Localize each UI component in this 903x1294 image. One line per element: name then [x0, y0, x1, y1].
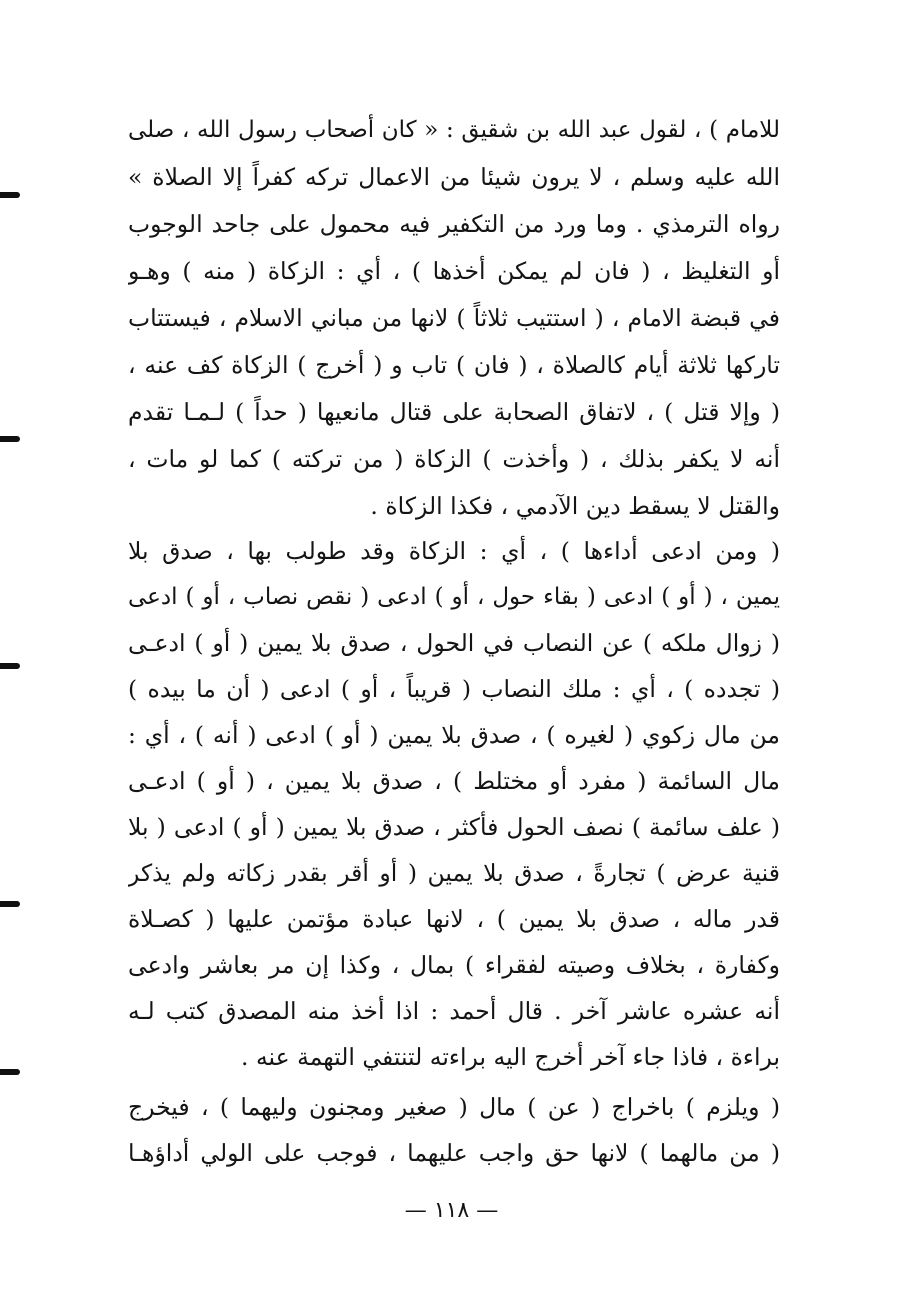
page-edge-mark-3	[0, 663, 20, 669]
paragraph-line: يمين ، ( أو ) ادعى ( بقاء حول ، أو ) ادعى ( نقص نصاب ، أو ) ادعى	[128, 584, 780, 610]
paragraph-line: رواه الترمذي . وما ورد من التكفير فيه محمول على جاحد الوجوب	[128, 210, 780, 238]
paragraph-line: تاركها ثلاثة أيام كالصلاة ، ( فان ) تاب و ( أخرج ) الزكاة كف عنه ،	[128, 351, 780, 379]
page-number: — ١١٨ —	[404, 1198, 499, 1223]
paragraph-line: مال السائمة ( مفرد أو مختلط ) ، صدق بلا يمين ، ( أو ) ادعـى	[128, 767, 780, 795]
paragraph-line: ( ويلزم ) باخراج ( عن ) مال ( صغير ومجنون وليهما ) ، فيخرج	[128, 1093, 780, 1121]
paragraph-line: ( وإلا قتل ) ، لاتفاق الصحابة على قتال مانعيها ( حداً ) لـمـا تقدم	[128, 398, 780, 426]
paragraph-line: ( علف سائمة ) نصف الحول فأكثر ، صدق بلا يمين ( أو ) ادعى ( بلا	[128, 813, 780, 841]
paragraph-line: أنه لا يكفر بذلك ، ( وأخذت ) الزكاة ( من تركته ) كما لو مات ،	[128, 445, 780, 473]
page-edge-mark-5	[0, 1069, 20, 1075]
paragraph-line: ( من مالهما ) لانها حق واجب عليهما ، فوجب على الولي أداؤهـا	[128, 1139, 780, 1167]
paragraph-line: ( ومن ادعى أداءها ) ، أي : الزكاة وقد طولب بها ، صدق بلا	[128, 537, 780, 565]
page-edge-mark-1	[0, 192, 20, 198]
paragraph-line: أو التغليظ ، ( فان لم يمكن أخذها ) ، أي : الزكاة ( منه ) وهـو	[128, 257, 780, 285]
paragraph-line: ( تجدده ) ، أي : ملك النصاب ( قريباً ، أو ) ادعى ( أن ما بيده )	[128, 675, 780, 703]
paragraph-line: الله عليه وسلم ، لا يرون شيئا من الاعمال تركه كفراً إلا الصلاة »	[128, 163, 780, 191]
paragraph-line: ( زوال ملكه ) عن النصاب في الحول ، صدق بلا يمين ( أو ) ادعـى	[128, 629, 780, 657]
paragraph-line: في قبضة الامام ، ( استتيب ثلاثاً ) لانها من مباني الاسلام ، فيستتاب	[128, 304, 780, 332]
paragraph-line: للامام ) ، لقول عبد الله بن شقيق : « كان أصحاب رسول الله ، صلى	[128, 117, 780, 143]
paragraph-line: من مال زكوي ( لغيره ) ، صدق بلا يمين ( أو ) ادعى ( أنه ) ، أي :	[128, 721, 780, 749]
paragraph-line: قنية عرض ) تجارةً ، صدق بلا يمين ( أو أقر بقدر زكاته ولم يذكر	[128, 859, 780, 887]
paragraph-line: براءة ، فاذا جاء آخر أخرج اليه براءته لتنتفي التهمة عنه .	[241, 1043, 780, 1071]
page-edge-mark-2	[0, 436, 20, 442]
paragraph-line: أنه عشره عاشر آخر . قال أحمد : اذا أخذ منه المصدق كتب لـه	[128, 997, 780, 1025]
paragraph-line: قدر ماله ، صدق بلا يمين ) ، لانها عبادة مؤتمن عليها ( كصـلاة	[128, 905, 780, 933]
paragraph-line: وكفارة ، بخلاف وصيته لفقراء ) بمال ، وكذا إن مر بعاشر وادعى	[128, 951, 780, 979]
paragraph-line: والقتل لا يسقط دين الآدمي ، فكذا الزكاة .	[370, 492, 780, 520]
page-edge-mark-4	[0, 901, 20, 907]
